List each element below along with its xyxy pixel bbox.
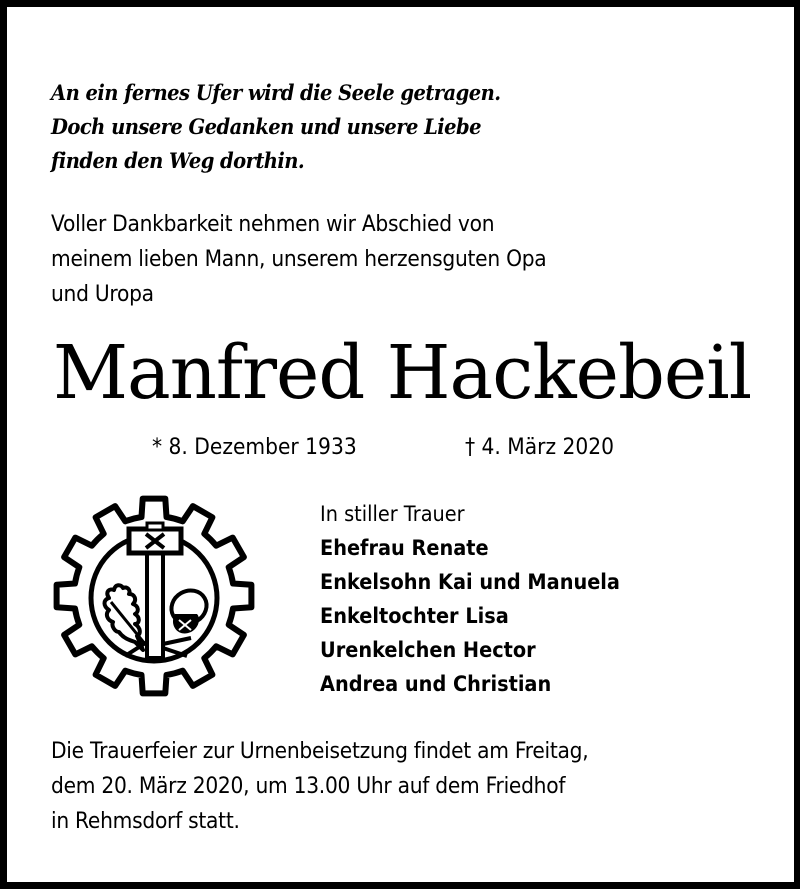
service-line: Die Trauerfeier zur Urnenbeisetzung findet am Freitag, bbox=[51, 739, 589, 764]
mourner-name: Enkeltochter Lisa bbox=[320, 604, 509, 628]
mourners-heading: In stiller Trauer bbox=[320, 502, 465, 526]
intro-line: Voller Dankbarkeit nehmen wir Abschied von bbox=[51, 212, 495, 237]
service-line: dem 20. März 2020, um 13.00 Uhr auf dem Friedhof bbox=[51, 774, 566, 799]
mourners-list bbox=[320, 497, 646, 701]
mourner-name: Urenkelchen Hector bbox=[320, 638, 536, 662]
poem-line: finden den Weg dorthin. bbox=[51, 148, 305, 173]
mourner-name: Enkelsohn Kai und Manuela bbox=[320, 570, 620, 594]
gear-hammer-emblem-icon bbox=[51, 492, 257, 700]
farewell-intro bbox=[51, 207, 546, 312]
intro-line: und Uropa bbox=[51, 282, 154, 307]
intro-line: meinem lieben Mann, unserem herzensguten Opa bbox=[51, 247, 547, 272]
deceased-name: Manfred Hackebeil bbox=[53, 330, 752, 416]
service-line: in Rehmsdorf statt. bbox=[51, 809, 240, 834]
poem-line: Doch unsere Gedanken und unsere Liebe bbox=[51, 114, 481, 139]
funeral-service-info bbox=[51, 734, 588, 839]
mourner-name: Andrea und Christian bbox=[320, 672, 552, 696]
mourner-name: Ehefrau Renate bbox=[320, 536, 489, 560]
birth-date: * 8. Dezember 1933 bbox=[152, 435, 357, 460]
death-date: † 4. März 2020 bbox=[465, 435, 615, 460]
poem-verse bbox=[51, 76, 500, 178]
poem-line: An ein fernes Ufer wird die Seele getragen. bbox=[51, 80, 501, 105]
